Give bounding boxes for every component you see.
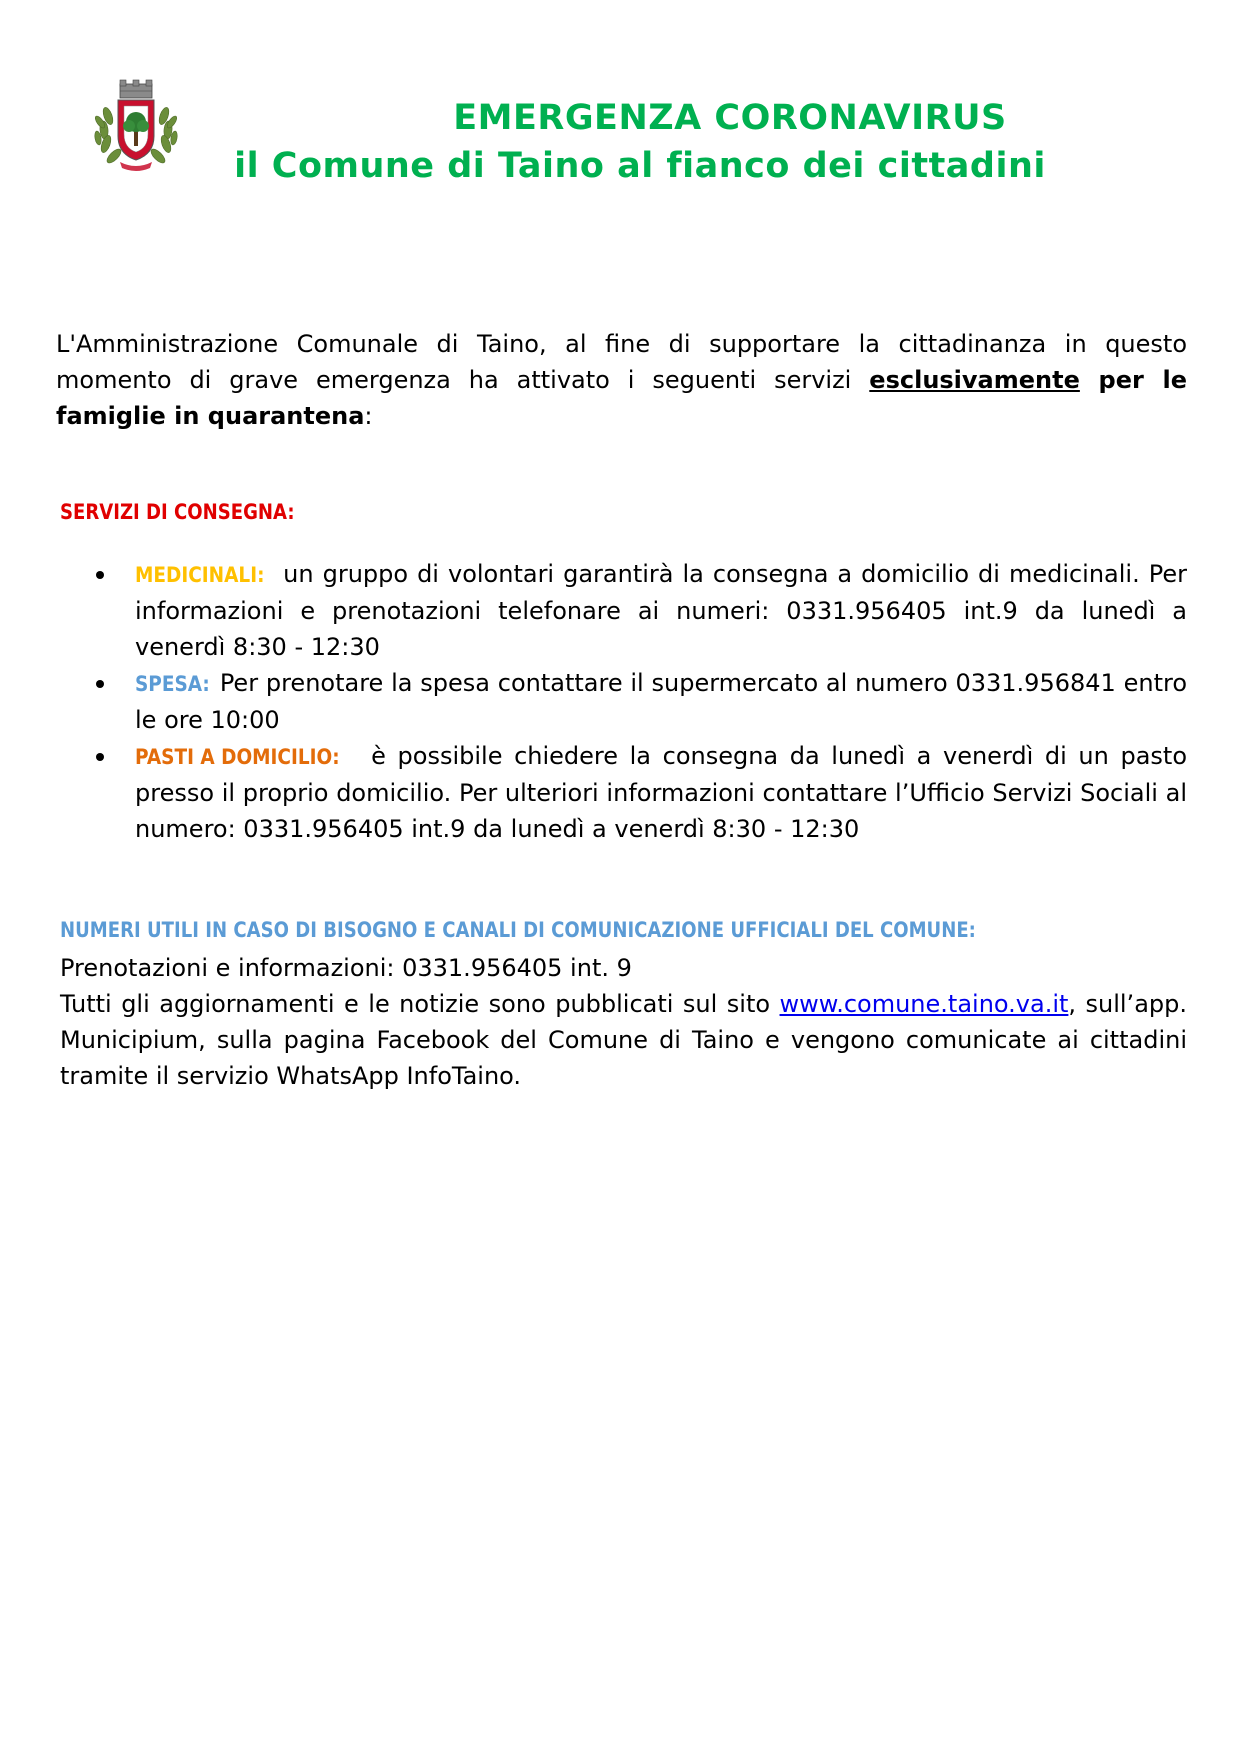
service-label-medicines: MEDICINALI:: [135, 563, 265, 587]
updates-text: Tutti gli aggiornamenti e le notizie sono pubblicati sul sito: [60, 990, 780, 1018]
updates-channels: , sull’app. Municipium, sulla pagina Facebook del Comune di Taino e vengono comunicate ai cittadini tramite il servizio WhatsApp InfoTaino.: [60, 990, 1187, 1090]
list-item: [60, 738, 1187, 847]
title-line-1: EMERGENZA CORONAVIRUS: [453, 98, 1007, 138]
service-label-meals: PASTI A DOMICILIO:: [135, 745, 340, 769]
service-label-shopping: SPESA:: [135, 672, 210, 696]
list-item: [60, 665, 1187, 738]
list-item: [60, 556, 1187, 665]
bookings-line: Prenotazioni e informazioni: 0331.956405 int. 9: [60, 954, 632, 982]
service-description-shopping: Per prenotare la spesa contattare il supermercato al numero 0331.956841 entro le ore 10:00: [135, 669, 1187, 734]
useful-numbers-heading: NUMERI UTILI IN CASO DI BISOGNO E CANALI DI COMUNICAZIONE UFFICIALI DEL COMUNE:: [60, 918, 976, 942]
service-description-meals: è possibile chiedere la consegna da lunedì a venerdì di un pasto presso il proprio domicilio. Per ulteriori informazioni contattare l’Ufficio Servizi Sociali al numero: 0331.956405 int.9 da lunedì a venerdì 8:30 - 12:30: [135, 742, 1187, 843]
service-description-medicines: un gruppo di volontari garantirà la consegna a domicilio di medicinali. Per informazioni e prenotazioni telefonare ai numeri: 0331.956405 int.9 da lunedì a venerdì 8:30 - 12:30: [135, 560, 1187, 661]
contacts-block: [60, 950, 1187, 1094]
updates-paragraph: [60, 986, 1187, 1094]
intro-emphasis: esclusivamente: [869, 366, 1080, 394]
intro-end: :: [364, 402, 373, 430]
bullet-icon: [96, 753, 104, 761]
intro-target-group: per le famiglie in quarantena: [56, 366, 1187, 430]
website-link[interactable]: www.comune.taino.va.it: [779, 990, 1069, 1018]
title-line-2: il Comune di Taino al fianco dei cittadini: [234, 146, 1046, 186]
page-title: [180, 94, 1140, 190]
delivery-services-list: [60, 556, 1187, 847]
bullet-icon: [96, 680, 104, 688]
bullet-icon: [96, 571, 104, 579]
intro-paragraph: [56, 326, 1187, 434]
delivery-services-heading: SERVIZI DI CONSEGNA:: [60, 500, 295, 524]
coat-of-arms-icon: [94, 78, 178, 174]
intro-text: L'Amministrazione Comunale di Taino, al fine di supportare la cittadinanza in questo momento di grave emergenza ha attivato i seguenti servizi: [56, 330, 1187, 394]
